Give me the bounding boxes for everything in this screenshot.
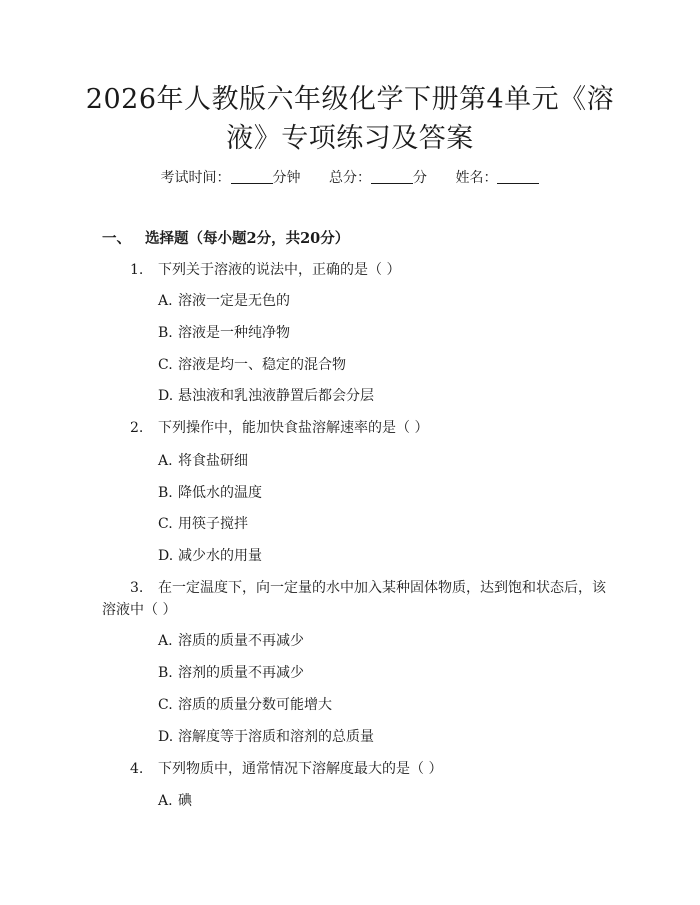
option-letter: D. <box>158 548 174 564</box>
question-text-continued: 溶液中（ ） <box>102 602 177 618</box>
question-4-option-a <box>158 791 192 811</box>
option-text: 溶质的质量分数可能增大 <box>178 697 332 713</box>
option-letter: A. <box>158 293 173 309</box>
question-number: 3. <box>130 580 144 596</box>
option-text: 减少水的用量 <box>178 548 262 564</box>
question-2-option-a <box>158 451 248 471</box>
question-3-option-c <box>158 695 332 715</box>
name-blank <box>497 169 539 184</box>
question-number: 2. <box>130 420 144 436</box>
time-label: 考试时间： <box>160 170 231 186</box>
question-3-continued <box>102 600 176 620</box>
title-line-2: 液》专项练习及答案 <box>226 123 474 154</box>
option-text: 溶质的质量不再减少 <box>178 633 304 649</box>
exam-score <box>329 170 427 186</box>
question-3-option-b <box>158 663 304 683</box>
time-blank <box>231 169 273 184</box>
question-text: 下列关于溶液的说法中，正确的是（ ） <box>158 262 401 278</box>
option-letter: C. <box>158 697 173 713</box>
option-text: 溶液一定是无色的 <box>178 293 290 309</box>
option-letter: C. <box>158 516 173 532</box>
score-label: 总分： <box>329 170 371 186</box>
question-text: 下列操作中，能加快食盐溶解速率的是（ ） <box>158 420 429 436</box>
option-text: 将食盐研细 <box>178 453 248 469</box>
exam-name <box>455 170 539 186</box>
option-letter: A. <box>158 453 173 469</box>
option-text: 溶解度等于溶质和溶剂的总质量 <box>178 729 374 745</box>
title-line-1: 2026年人教版六年级化学下册第4单元《溶 <box>85 84 615 115</box>
option-text: 降低水的温度 <box>178 485 262 501</box>
question-text: 下列物质中，通常情况下溶解度最大的是（ ） <box>158 761 443 777</box>
question-1 <box>130 260 400 280</box>
option-letter: B. <box>158 485 173 501</box>
option-letter: B. <box>158 665 173 681</box>
question-number: 4. <box>130 761 144 777</box>
option-letter: A. <box>158 793 173 809</box>
option-letter: D. <box>158 388 174 404</box>
option-text: 碘 <box>178 793 192 809</box>
option-text: 悬浊液和乳浊液静置后都会分层 <box>178 388 374 404</box>
name-label: 姓名： <box>455 170 498 186</box>
question-1-option-b <box>158 323 290 343</box>
question-3 <box>130 578 606 598</box>
option-text: 溶液是一种纯净物 <box>178 325 290 341</box>
option-letter: C. <box>158 357 173 373</box>
option-text: 溶液是均一、稳定的混合物 <box>178 357 346 373</box>
question-1-option-d <box>158 386 374 406</box>
section-title: 选择题（每小题2分，共20分） <box>145 230 350 247</box>
exam-meta <box>0 168 700 188</box>
section-heading <box>102 229 349 249</box>
question-2-option-c <box>158 514 248 534</box>
question-2 <box>130 418 428 438</box>
score-unit: 分 <box>413 170 427 186</box>
question-text: 在一定温度下，向一定量的水中加入某种固体物质，达到饱和状态后，该 <box>158 580 606 596</box>
question-4 <box>130 759 442 779</box>
option-text: 用筷子搅拌 <box>178 516 248 532</box>
question-2-option-b <box>158 483 262 503</box>
section-number: 一、 <box>102 230 131 247</box>
option-letter: D. <box>158 729 174 745</box>
document-title <box>60 80 640 158</box>
question-2-option-d <box>158 546 262 566</box>
option-text: 溶剂的质量不再减少 <box>178 665 304 681</box>
time-unit: 分钟 <box>272 170 301 186</box>
option-letter: B. <box>158 325 173 341</box>
question-number: 1. <box>130 262 144 278</box>
score-blank <box>371 169 413 184</box>
question-3-option-a <box>158 631 304 651</box>
option-letter: A. <box>158 633 173 649</box>
question-3-option-d <box>158 727 374 747</box>
exam-time <box>161 170 301 186</box>
question-1-option-c <box>158 355 346 375</box>
question-1-option-a <box>158 291 290 311</box>
